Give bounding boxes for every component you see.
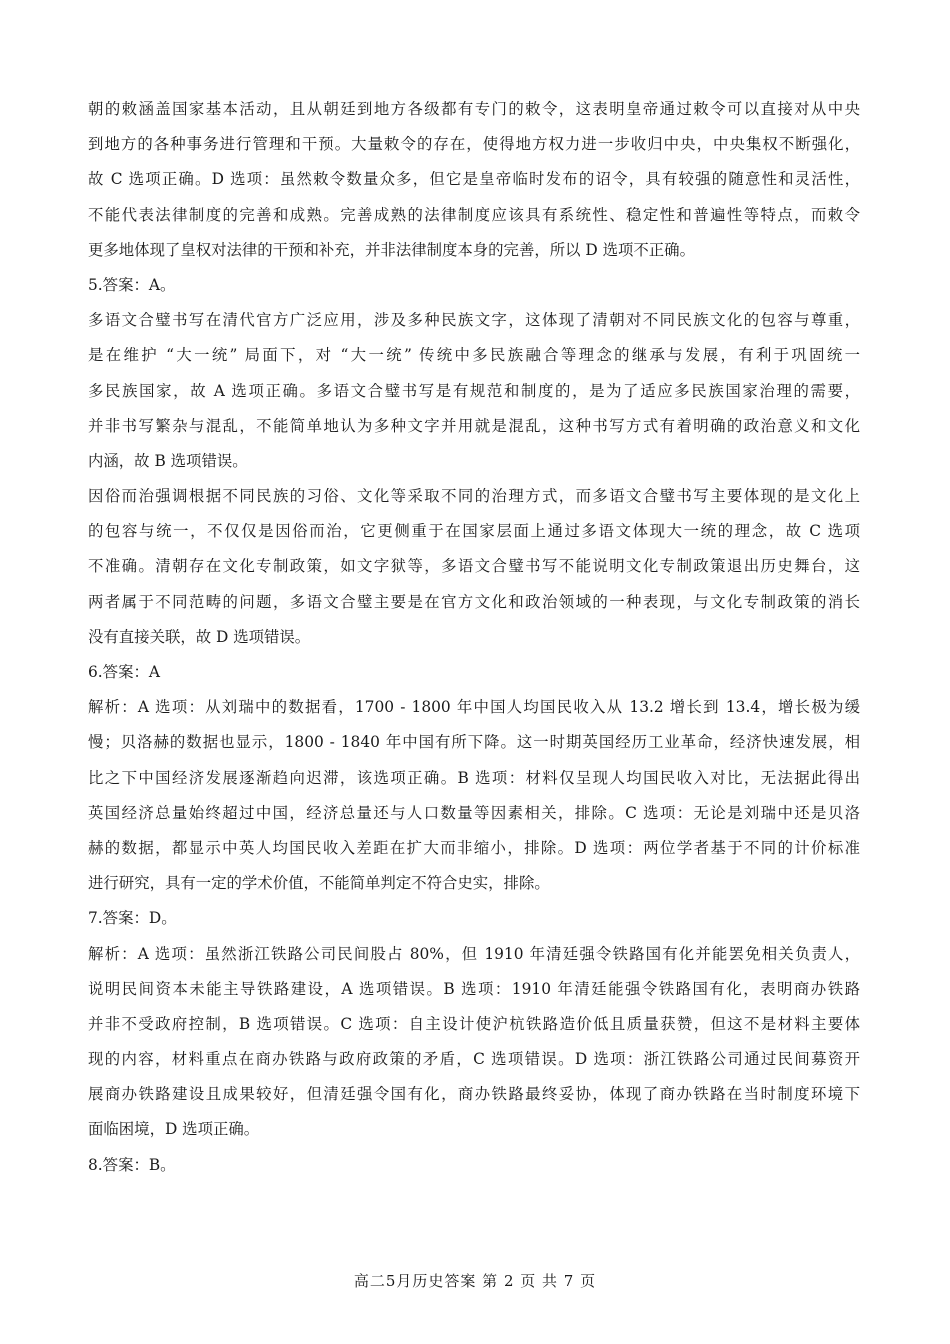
text-line: 不准确。清朝存在文化专制政策，如文字狱等，多语文合璧书写不能说明文化专制政策退出历史舞台，这 — [88, 557, 860, 576]
text-line: 7.答案：D。 — [88, 909, 177, 928]
text-line: 多语文合璧书写在清代官方广泛应用，涉及多种民族文字，这体现了清朝对不同民族文化的包容与尊重， — [88, 311, 860, 330]
text-line: 是在维护 “大一统” 局面下，对 “大一统” 传统中多民族融合等理念的继承与发展，有利于巩固统一 — [88, 346, 860, 365]
text-line: 故 C 选项正确。D 选项：虽然敕令数量众多，但它是皇帝临时发布的诏令，具有较强的随意性和灵活性， — [88, 170, 860, 189]
text-line: 不能代表法律制度的完善和成熟。完善成熟的法律制度应该具有系统性、稳定性和普遍性等特点，而敕令 — [88, 205, 860, 224]
text-line: 朝的敕涵盖国家基本活动，且从朝廷到地方各级都有专门的敕令，这表明皇帝通过敕令可以直接对从中央 — [88, 100, 860, 118]
text-line: 并非书写繁杂与混乱，不能简单地认为多种文字并用就是混乱，这种书写方式有着明确的政治意义和文化 — [88, 416, 860, 435]
text-line: 解析：A 选项：虽然浙江铁路公司民间股占 80%，但 1910 年清廷强令铁路国有化并能罢免相关负责人， — [88, 944, 860, 963]
text-line: 因俗而治强调根据不同民族的习俗、文化等采取不同的治理方式，而多语文合璧书写主要体现的是文化上 — [88, 487, 860, 506]
text-line: 赫的数据，都显示中英人均国民收入差距在扩大而非缩小，排除。D 选项：两位学者基于不同的计价标准 — [88, 838, 860, 857]
text-line: 到地方的各种事务进行管理和干预。大量敕令的存在，使得地方权力进一步收归中央，中央集权不断强化， — [88, 135, 860, 154]
document-body — [88, 92, 860, 1183]
text-line: 进行研究，具有一定的学术价值，不能简单判定不符合史实，排除。 — [88, 874, 550, 893]
text-line: 面临困境，D 选项正确。 — [88, 1120, 260, 1139]
text-line: 说明民间资本未能主导铁路建设，A 选项错误。B 选项：1910 年清廷能强令铁路国有化，表明商办铁路 — [88, 979, 860, 998]
text-line: 展商办铁路建设且成果较好，但清廷强令国有化，商办铁路最终妥协，体现了商办铁路在当时制度环境下 — [88, 1085, 860, 1104]
text-line: 比之下中国经济发展逐渐趋向迟滞，该选项正确。B 选项：材料仅呈现人均国民收入对比，无法据此得出 — [88, 768, 860, 787]
text-line: 6.答案：A — [88, 663, 160, 681]
text-line: 慢；贝洛赫的数据也显示，1800 - 1840 年中国有所下降。这一时期英国经历工业革命，经济快速发展，相 — [88, 733, 860, 752]
text-line: 并非不受政府控制，B 选项错误。C 选项：自主设计使沪杭铁路造价低且质量获赞，但这不是材料主要体 — [88, 1014, 860, 1033]
text-line: 5.答案：A。 — [88, 275, 176, 294]
text-line: 英国经济总量始终超过中国，经济总量还与人口数量等因素相关，排除。C 选项：无论是刘瑞中还是贝洛 — [88, 803, 860, 822]
text-line: 更多地体现了皇权对法律的干预和补充，并非法律制度本身的完善，所以 D 选项不正确。 — [88, 240, 695, 259]
text-line: 的包容与统一，不仅仅是因俗而治，它更侧重于在国家层面上通过多语文体现大一统的理念，故 C 选项 — [88, 522, 860, 541]
text-line: 解析：A 选项：从刘瑞中的数据看，1700 - 1800 年中国人均国民收入从 13.2 增长到 13.4，增长极为缓 — [88, 698, 860, 717]
page-footer: 高二5月历史答案 第 2 页 共 7 页 — [353, 1272, 597, 1290]
text-line: 多民族国家，故 A 选项正确。多语文合璧书写是有规范和制度的，是为了适应多民族国家治理的需要， — [88, 381, 860, 400]
text-line: 8.答案：B。 — [88, 1155, 176, 1174]
text-line: 现的内容，材料重点在商办铁路与政府政策的矛盾，C 选项错误。D 选项：浙江铁路公司通过民间募资开 — [88, 1050, 860, 1069]
text-line: 没有直接关联，故 D 选项错误。 — [88, 627, 311, 646]
text-line: 两者属于不同范畴的问题，多语文合璧主要是在官方文化和政治领域的一种表现，与文化专制政策的消长 — [88, 592, 860, 611]
text-line: 内涵，故 B 选项错误。 — [88, 451, 248, 470]
